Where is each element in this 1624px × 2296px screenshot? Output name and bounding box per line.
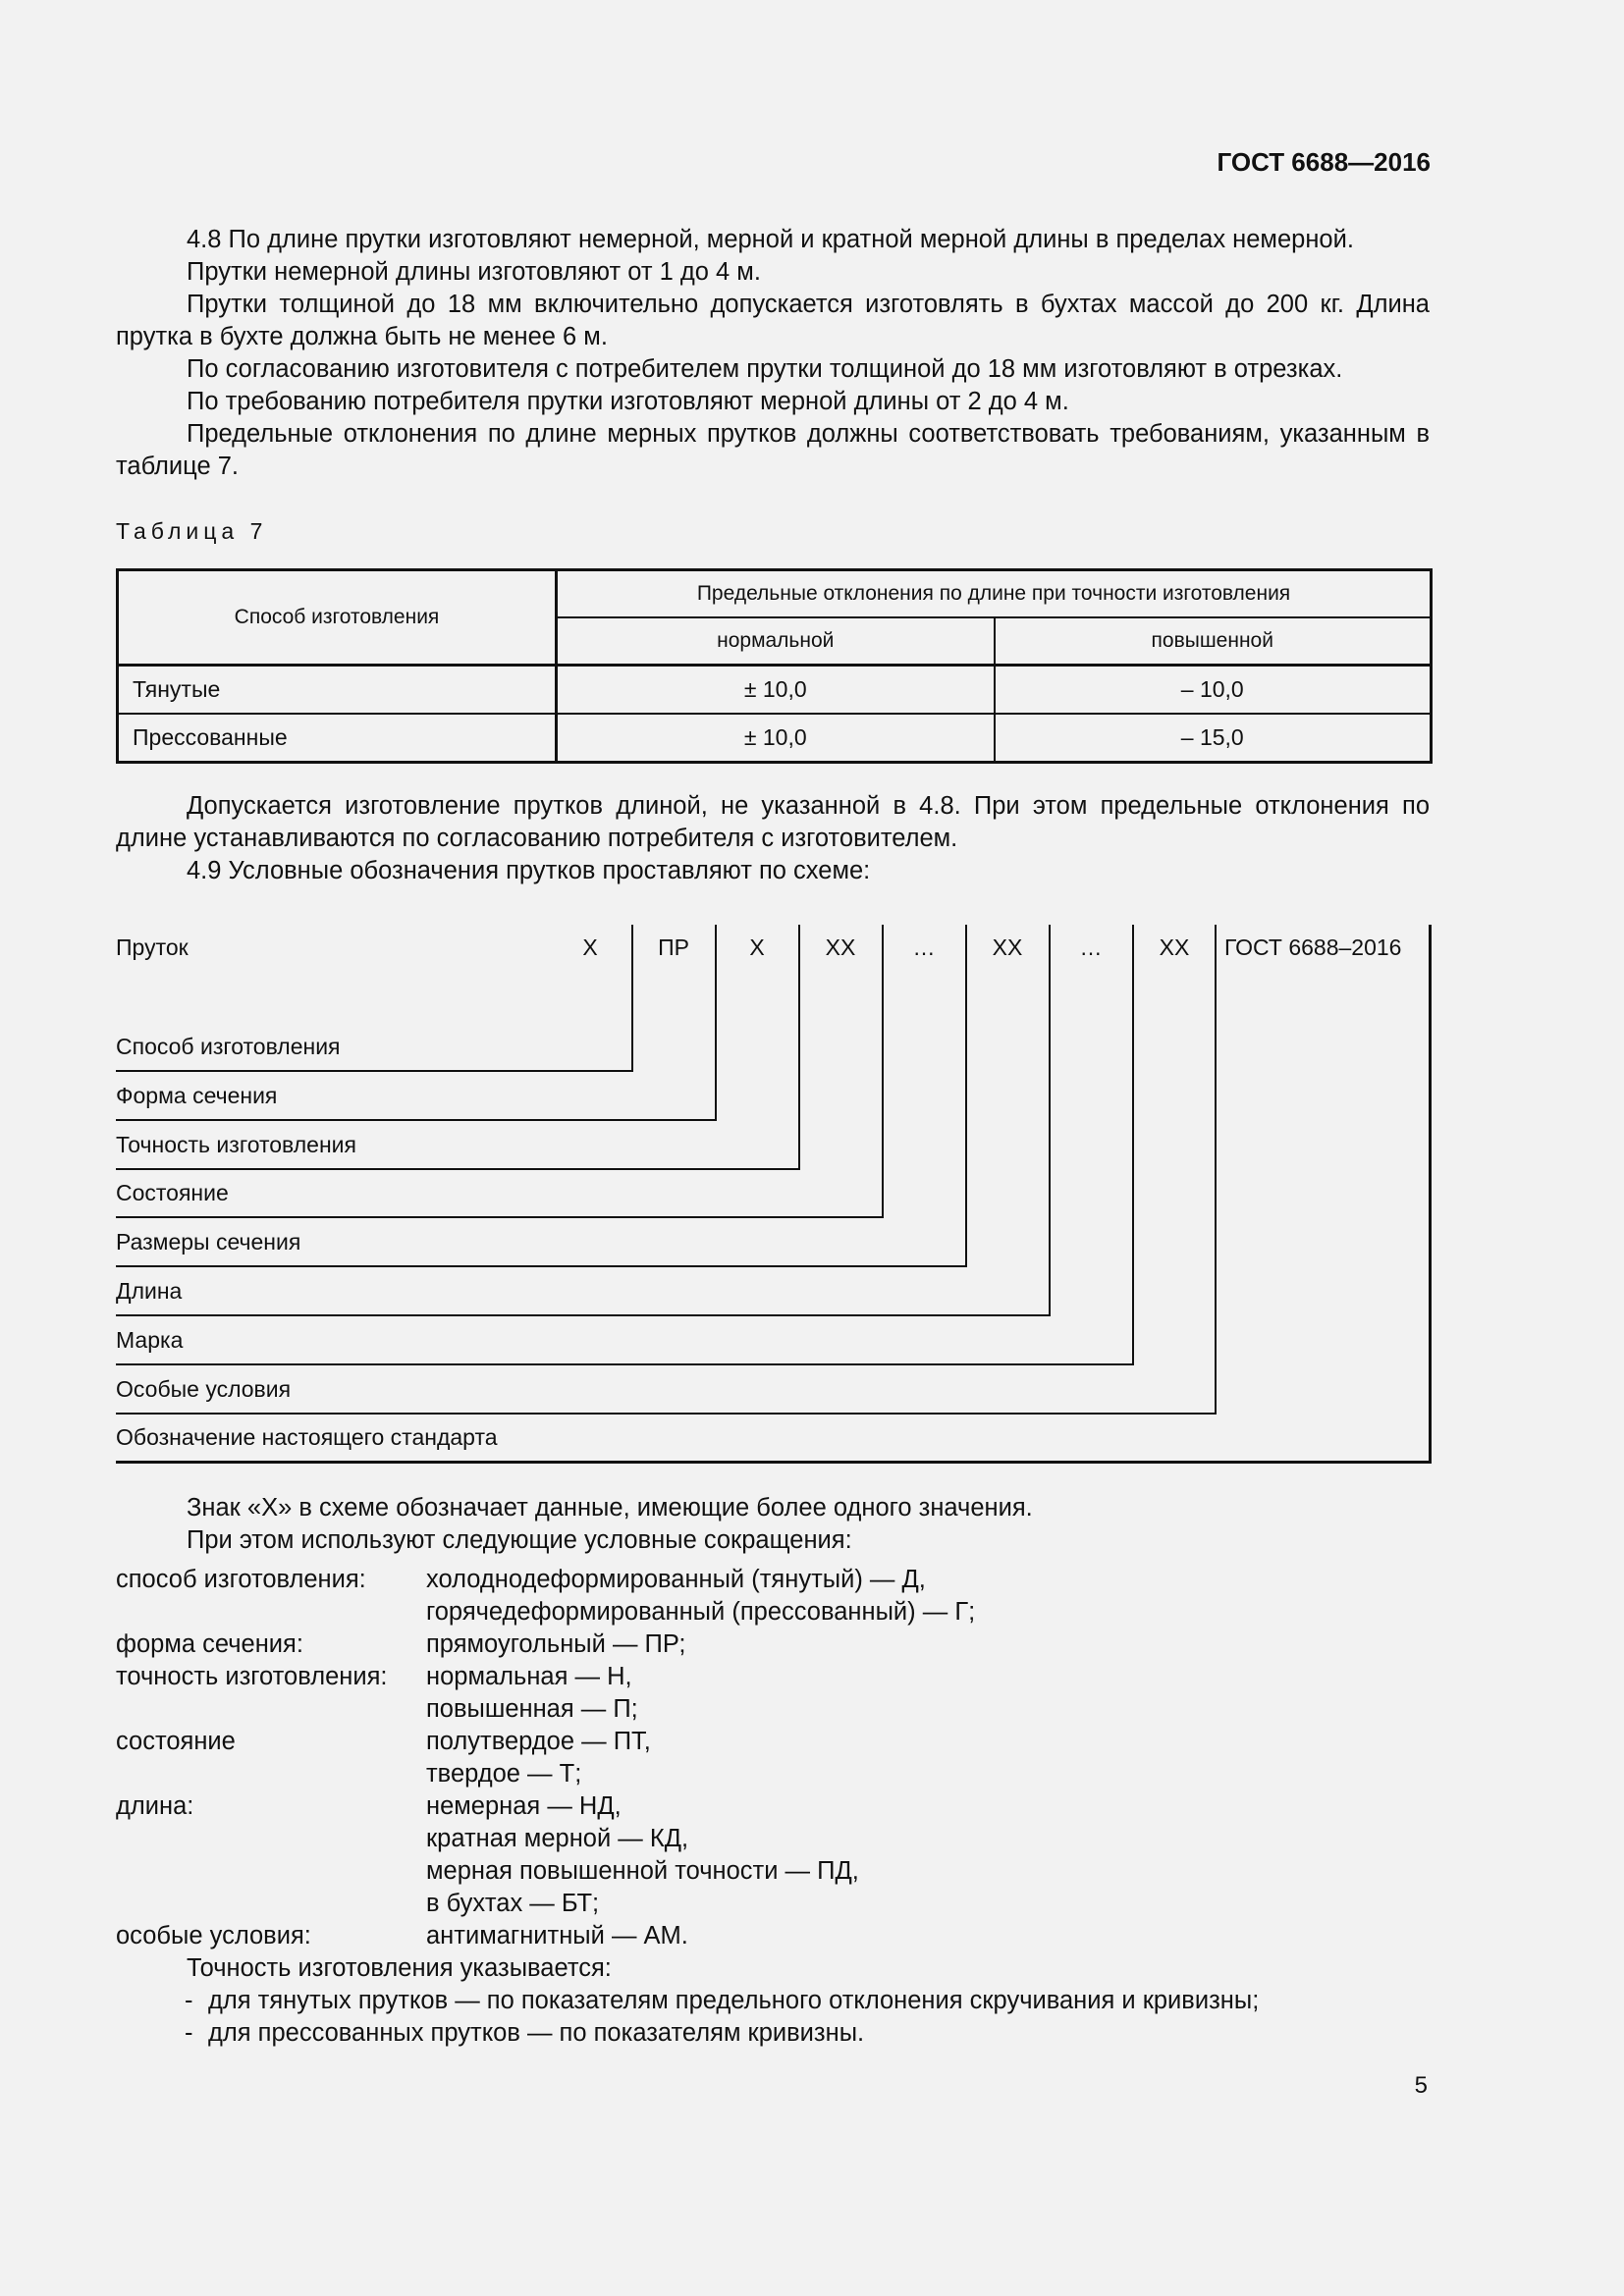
notes-intro: Точность изготовления указывается:: [187, 1954, 612, 1982]
abbreviation-list: [116, 1564, 975, 1952]
accuracy-notes: [116, 1952, 1259, 2050]
cell-increased: – 15,0: [995, 714, 1432, 763]
label-underline: [116, 1119, 717, 1121]
scheme-cell: …: [1079, 934, 1103, 960]
list-item: [116, 1661, 975, 1693]
abbr-key: [116, 1888, 426, 1920]
list-item: [116, 1823, 975, 1855]
document-code: ГОСТ 6688—2016: [1217, 147, 1431, 177]
scheme-cell: ХХ: [992, 934, 1023, 960]
abbr-key: [116, 1758, 426, 1790]
table-row: [118, 714, 1432, 763]
table-row: [118, 666, 1432, 715]
abbr-key: [116, 1693, 426, 1726]
scheme-label: Обозначение настоящего стандарта: [116, 1424, 498, 1450]
scheme-label: Состояние: [116, 1180, 229, 1205]
list-item: [116, 1888, 975, 1920]
scheme-cell: …: [912, 934, 936, 960]
page-number: 5: [1414, 2072, 1428, 2099]
scheme-label: Форма сечения: [116, 1083, 278, 1108]
abbr-key: форма сечения:: [116, 1630, 303, 1658]
abbr-value: кратная мерной — КД,: [426, 1825, 689, 1852]
label-underline: [116, 1314, 1051, 1316]
header-method: Способ изготовления: [118, 570, 557, 666]
label-underline: [116, 1461, 1432, 1464]
paragraph: 4.8 По длине прутки изготовляют немерной, мерной и кратной мерной длины в пределах немерной.: [187, 226, 1354, 253]
abbr-value: твердое — Т;: [426, 1760, 582, 1788]
bullet-mark: -: [185, 1987, 193, 2014]
list-item: [116, 1726, 975, 1758]
list-item: [116, 1985, 1259, 2017]
abbr-key: [116, 1596, 426, 1629]
list-item: [116, 1758, 975, 1790]
paragraph: По требованию потребителя прутки изготовляют мерной длины от 2 до 4 м.: [187, 388, 1069, 415]
scheme-product: Пруток: [116, 934, 189, 960]
scheme-cell: ХХ: [825, 934, 856, 960]
abbr-value: горячедеформированный (прессованный) — Г;: [426, 1598, 976, 1626]
list-item: [116, 1693, 975, 1726]
paragraph: Знак «Х» в схеме обозначает данные, имеющие более одного значения.: [187, 1494, 1033, 1522]
scheme-label: Марка: [116, 1327, 184, 1353]
abbr-key: способ изготовления:: [116, 1566, 366, 1593]
cell-method: Прессованные: [118, 714, 557, 763]
legend-intro: [116, 1492, 1430, 1557]
list-item: [116, 1564, 975, 1596]
list-item: [116, 2017, 1259, 2050]
leader-line: [1429, 925, 1432, 1464]
list-item: [116, 1790, 975, 1823]
paragraph: 4.9 Условные обозначения прутков проставляют по схеме:: [187, 857, 871, 884]
list-item: [116, 1920, 975, 1952]
scheme-label: Размеры сечения: [116, 1229, 301, 1255]
abbr-key: точность изготовления:: [116, 1663, 388, 1690]
leader-line: [882, 925, 884, 1218]
leader-line: [631, 925, 633, 1072]
cell-method: Тянутые: [118, 666, 557, 715]
abbr-value: мерная повышенной точности — ПД,: [426, 1857, 859, 1885]
label-underline: [116, 1070, 633, 1072]
scheme-cell: Х: [749, 934, 765, 960]
list-item: [116, 1596, 975, 1629]
abbr-value: прямоугольный — ПР;: [426, 1630, 686, 1658]
abbr-key: состояние: [116, 1728, 236, 1755]
scheme-cell: ХХ: [1159, 934, 1190, 960]
scheme-label: Способ изготовления: [116, 1034, 341, 1059]
label-underline: [116, 1216, 884, 1218]
abbr-key: [116, 1855, 426, 1888]
label-underline: [116, 1363, 1134, 1365]
abbr-value: немерная — НД,: [426, 1792, 622, 1820]
leader-line: [1049, 925, 1051, 1316]
label-underline: [116, 1413, 1217, 1415]
leader-line: [1215, 925, 1217, 1415]
leader-line: [715, 925, 717, 1121]
abbr-value: холоднодеформированный (тянутый) — Д,: [426, 1566, 926, 1593]
paragraph: Прутки толщиной до 18 мм включительно допускается изготовлять в бухтах массой до 200 кг. Длина прутка в бухте должна быть не менее 6 м.: [116, 291, 1430, 350]
header-deviation: Предельные отклонения по длине при точности изготовления: [557, 570, 1432, 618]
table-caption: Таблица 7: [116, 518, 268, 544]
header-normal: нормальной: [557, 617, 995, 666]
paragraph: По согласованию изготовителя с потребителем прутки толщиной до 18 мм изготовляют в отрезках.: [187, 355, 1343, 383]
abbr-value: нормальная — Н,: [426, 1663, 632, 1690]
bullet-mark: -: [185, 2019, 193, 2047]
abbr-key: длина:: [116, 1792, 194, 1820]
leader-line: [965, 925, 967, 1267]
leader-line: [1132, 925, 1134, 1365]
scheme-label: Длина: [116, 1278, 183, 1304]
scheme-standard: ГОСТ 6688–2016: [1224, 934, 1402, 960]
list-item: [116, 1855, 975, 1888]
table-7: [116, 568, 1433, 764]
label-underline: [116, 1168, 800, 1170]
abbr-value: антимагнитный — АМ.: [426, 1922, 688, 1949]
scheme-label: Особые условия: [116, 1376, 292, 1402]
cell-normal: ± 10,0: [557, 666, 995, 715]
abbr-value: повышенная — П;: [426, 1695, 638, 1723]
abbr-key: [116, 1823, 426, 1855]
abbr-key: особые условия:: [116, 1922, 311, 1949]
abbr-value: полутвердое — ПТ,: [426, 1728, 651, 1755]
cell-normal: ± 10,0: [557, 714, 995, 763]
list-item-text: для прессованных прутков — по показателям кривизны.: [208, 2019, 865, 2047]
list-item-text: для тянутых прутков — по показателям предельного отклонения скручивания и кривизны;: [208, 1987, 1260, 2014]
scheme-cell: Х: [582, 934, 598, 960]
paragraph: Допускается изготовление прутков длиной, не указанной в 4.8. При этом предельные отклонения по длине устанавливаются по согласованию потребителя с изготовителем.: [116, 792, 1430, 852]
label-underline: [116, 1265, 967, 1267]
section-4-8: [116, 224, 1430, 483]
cell-increased: – 10,0: [995, 666, 1432, 715]
paragraph: Предельные отклонения по длине мерных прутков должны соответствовать требованиям, указанным в таблице 7.: [116, 420, 1430, 480]
scheme-cell: ПР: [658, 934, 689, 960]
paragraph: При этом используют следующие условные сокращения:: [187, 1526, 852, 1554]
leader-line: [798, 925, 800, 1170]
list-item: [116, 1629, 975, 1661]
scheme-label: Точность изготовления: [116, 1132, 356, 1157]
after-table-text: [116, 790, 1430, 887]
header-increased: повышенной: [995, 617, 1432, 666]
paragraph: Прутки немерной длины изготовляют от 1 до 4 м.: [187, 258, 761, 286]
abbr-value: в бухтах — БТ;: [426, 1890, 600, 1917]
